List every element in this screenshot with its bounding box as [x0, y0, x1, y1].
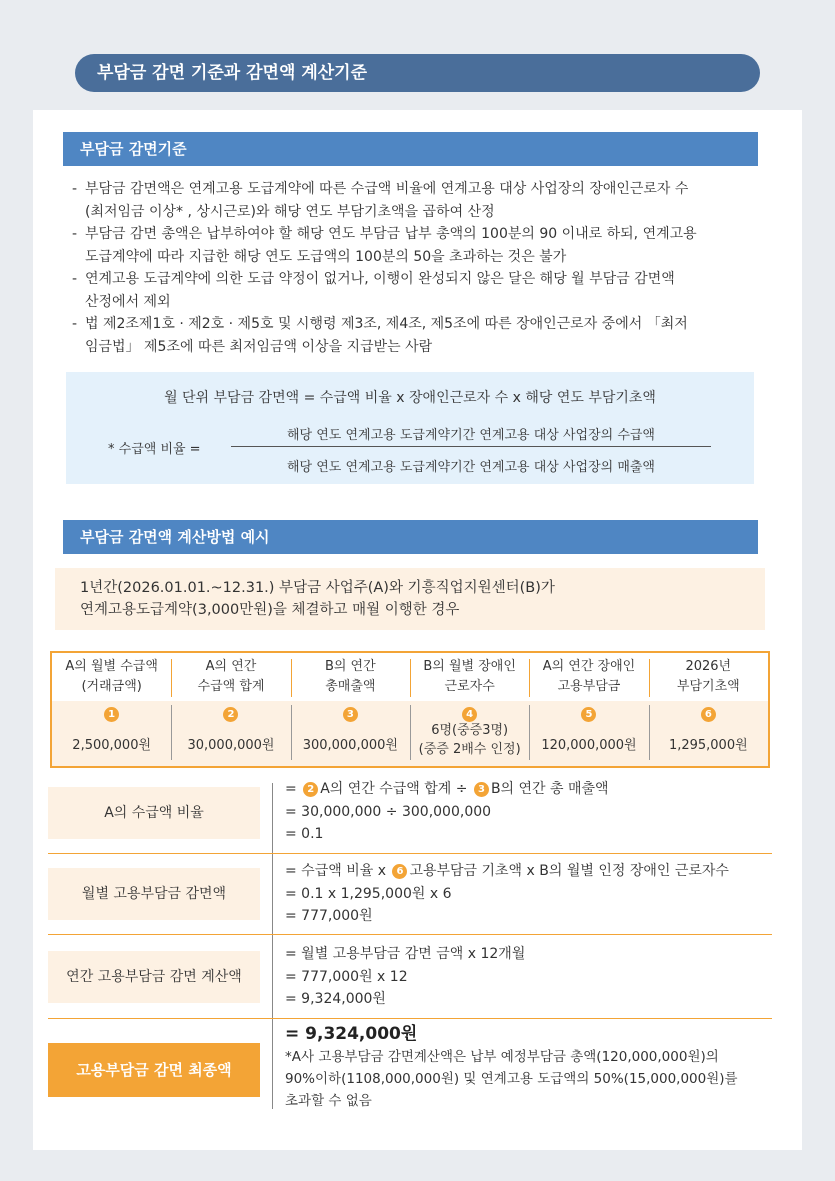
- calc-row-ratio: [48, 775, 772, 853]
- calc-label: 월별 고용부담금 감면액: [48, 868, 260, 920]
- calc-line: = 0.1 x 1,295,000원 x 6: [285, 885, 452, 902]
- calc-label: 연간 고용부담금 감면 계산액: [48, 951, 260, 1003]
- number-badge: 1: [104, 707, 119, 722]
- formula-box: [66, 372, 754, 484]
- column-value: 300,000,000원: [302, 738, 398, 753]
- table-column: [52, 653, 171, 766]
- ratio-denominator: 해당 연도 연계고용 도급계약기간 연계고용 대상 사업장의 매출액: [287, 460, 655, 475]
- number-badge: 3: [343, 707, 358, 722]
- column-header: B의 월별 장애인 근로자수: [410, 653, 529, 701]
- number-badge: 2: [303, 782, 318, 797]
- calc-line: = 월별 고용부담금 감면 금액 x 12개월: [285, 946, 526, 962]
- criteria-bullet-list: [72, 178, 762, 358]
- ratio-label: * 수급액 비율 =: [108, 442, 201, 457]
- column-header: B의 연간 총매출액: [291, 653, 410, 701]
- calc-line: = 777,000원 x 12: [285, 968, 408, 985]
- section-title-example: 부담금 감면액 계산방법 예시: [63, 520, 758, 554]
- calc-line: = 2 A의 연간 수급액 합계 ÷ 3 B의 연간 총 매출액: [285, 781, 609, 797]
- table-column: [291, 653, 410, 766]
- table-column: [649, 653, 768, 766]
- column-body: [291, 701, 410, 766]
- calc-line: = 777,000원: [285, 908, 373, 924]
- number-badge: 4: [462, 707, 477, 722]
- number-badge: 6: [392, 864, 407, 879]
- bullet-item: - 부담금 감면 총액은 납부하여야 할 해당 연도 부담금 납부 총액의 100분의 90 이내로 하되, 연계고용 도급계약에 따라 지급한 해당 연도 도급액의 100분의 50을 초과하는 것은 불가: [72, 226, 697, 265]
- calc-line: = 9,324,000원: [285, 991, 386, 1007]
- section-title-criteria: 부담금 감면기준: [63, 132, 758, 166]
- column-body: [410, 701, 529, 766]
- example-line: 연계고용도급계약(3,000만원)을 체결하고 매월 이행한 경우: [80, 602, 460, 618]
- column-header: A의 연간 수급액 합계: [171, 653, 290, 701]
- column-value: 2,500,000원: [72, 738, 152, 753]
- bullet-item: - 부담금 감면액은 연계고용 도급계약에 따른 수급액 비율에 연계고용 대상 사업장의 장애인근로자 수 (최저임금 이상* , 상시근로)와 해당 연도 부담기초액을 곱하여 산정: [72, 181, 689, 220]
- table-column: [410, 653, 529, 766]
- calc-lines: [285, 778, 609, 846]
- bullet-item: - 연계고용 도급계약에 의한 도급 약정이 없거나, 이행이 완성되지 않은 달은 해당 월 부담금 감면액 산정에서 제외: [72, 271, 675, 310]
- column-body: [529, 701, 648, 766]
- column-body: [171, 701, 290, 766]
- table-column: [529, 653, 648, 766]
- number-badge: 5: [581, 707, 596, 722]
- example-table: [50, 651, 770, 768]
- calc-line: = 30,000,000 ÷ 300,000,000: [285, 803, 492, 820]
- column-value: 6명(중증3명) (중증 2배수 인정): [418, 723, 521, 757]
- table-column: [171, 653, 290, 766]
- calc-row-final: [48, 1019, 772, 1111]
- divider: [272, 854, 273, 934]
- bullet-item: - 법 제2조제1호 · 제2호 · 제5호 및 시행령 제3조, 제4조, 제5조에 따른 장애인근로자 중에서 「최저 임금법」 제5조에 따른 최저임금액 이상을 지급받는 사람: [72, 316, 688, 355]
- column-body: [52, 701, 171, 766]
- final-lines: [285, 1023, 738, 1112]
- final-label: 고용부담금 감면 최종액: [48, 1043, 260, 1097]
- fraction-line: [231, 446, 711, 447]
- calc-row-annual: [48, 935, 772, 1018]
- calc-line: = 수급액 비율 x 6 고용부담금 기초액 x B의 월별 인정 장애인 근로자수: [285, 863, 729, 879]
- calc-row-monthly: [48, 854, 772, 934]
- column-body: [649, 701, 768, 766]
- calc-label: A의 수급액 비율: [48, 787, 260, 839]
- formula-main: 월 단위 부담금 감면액 = 수급액 비율 x 장애인근로자 수 x 해당 연도 부담기초액: [164, 390, 656, 406]
- divider: [272, 1019, 273, 1109]
- number-badge: 3: [474, 782, 489, 797]
- column-header: 2026년 부담기초액: [649, 653, 768, 701]
- column-header: A의 연간 장애인 고용부담금: [529, 653, 648, 701]
- column-value: 1,295,000원: [668, 738, 748, 753]
- number-badge: 6: [701, 707, 716, 722]
- page-title: 부담금 감면 기준과 감면액 계산기준: [75, 54, 760, 92]
- calc-lines: [285, 860, 729, 928]
- final-value: = 9,324,000원: [285, 1024, 418, 1044]
- calc-lines: [285, 943, 525, 1011]
- column-value: 120,000,000원: [541, 738, 637, 753]
- column-value: 30,000,000원: [187, 738, 275, 753]
- divider: [272, 783, 273, 853]
- divider: [272, 935, 273, 1018]
- final-note: *A사 고용부담금 감면계산액은 납부 예정부담금 총액(120,000,000원)의 90%이하(1108,000,000원) 및 연계고용 도급액의 50%(15,000,000원)를 초과할 수 없음: [285, 1048, 738, 1109]
- calc-line: = 0.1: [285, 826, 324, 842]
- example-description: [55, 568, 765, 630]
- example-line: 1년간(2026.01.01.~12.31.) 부담금 사업주(A)와 기흥직업지원센터(B)가: [80, 580, 555, 596]
- ratio-numerator: 해당 연도 연계고용 도급계약기간 연계고용 대상 사업장의 수급액: [287, 428, 655, 443]
- number-badge: 2: [223, 707, 238, 722]
- column-header: A의 월별 수급액 (거래금액): [65, 659, 158, 694]
